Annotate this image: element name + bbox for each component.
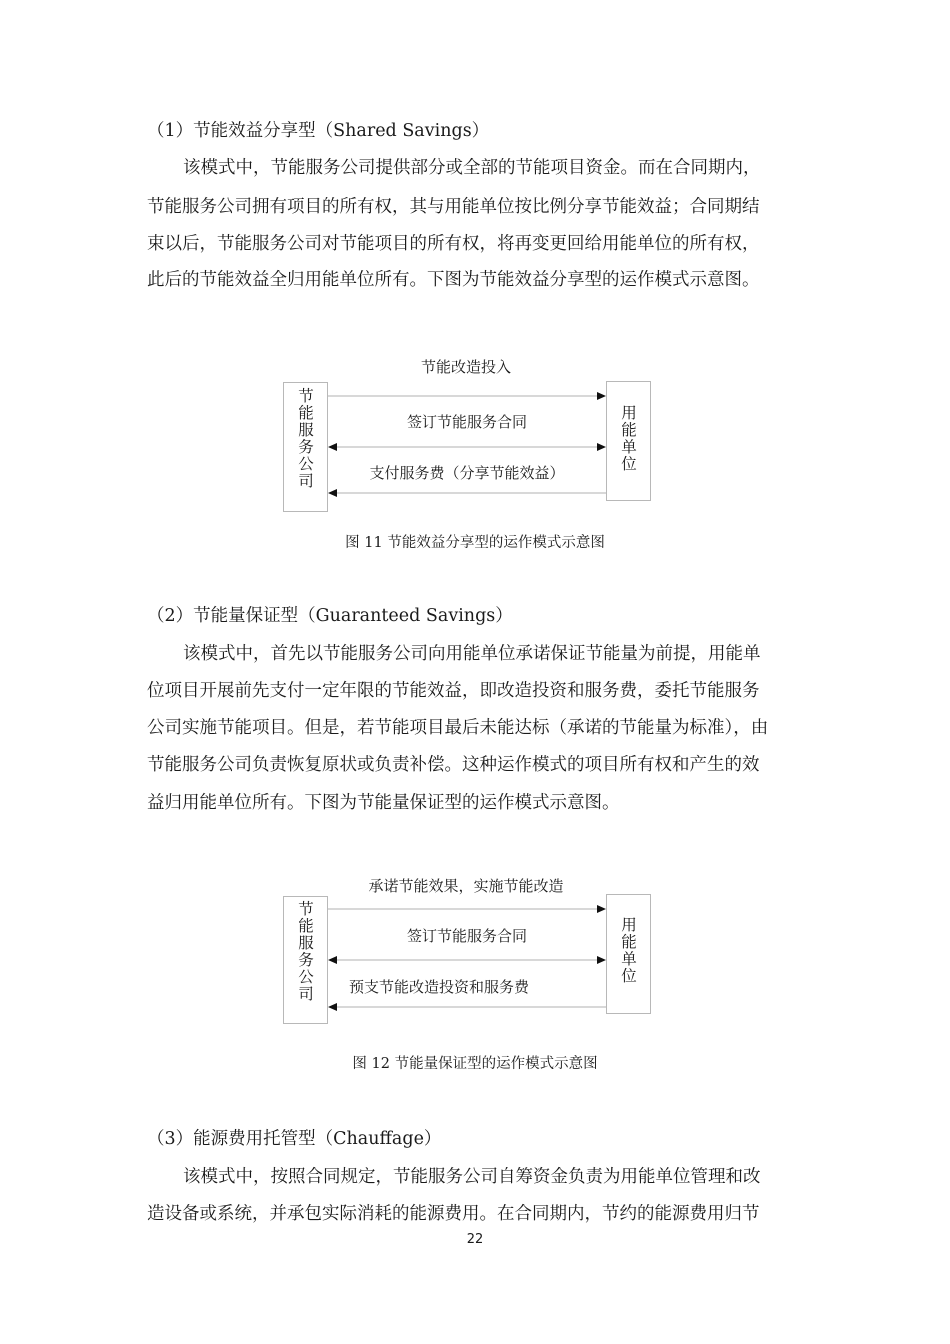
paragraph-line: 位项目开展前先支付一定年限的节能效益，即改造投资和服务费，委托节能服务 (147, 681, 760, 701)
arrow-right-head (597, 443, 606, 451)
page-number: 22 (466, 1232, 484, 1247)
box-label: 节 能 服 务 公 司 (298, 387, 314, 490)
paragraph-line: 该模式中，按照合同规定，节能服务公司自筹资金负责为用能单位管理和改 (183, 1167, 761, 1187)
paragraph-line: 该模式中，首先以节能服务公司向用能单位承诺保证节能量为前提，用能单 (183, 644, 761, 664)
arrow-left-head (328, 489, 337, 497)
paragraph-line: 束以后，节能服务公司对节能项目的所有权，将再变更回给用能单位的所有权， (147, 234, 760, 254)
figure11-diagram (280, 358, 652, 493)
paragraph-line: 造设备或系统，并承包实际消耗的能源费用。在合同期内，节约的能源费用归节 (147, 1204, 760, 1224)
box-label: 用 能 单 位 (621, 404, 637, 473)
section2-heading: （2）节能量保证型（Guaranteed Savings） (147, 606, 513, 626)
paragraph-line: 此后的节能效益全归用能单位所有。下图为节能效益分享型的运作模式示意图。 (147, 270, 760, 290)
arrow-top-label: 承诺节能效果，实施节能改造 (368, 877, 564, 895)
arrow-left-head (328, 443, 337, 451)
figure12-diagram (280, 877, 652, 1012)
arrow-bottom-label: 支付服务费（分享节能效益） (369, 464, 565, 482)
paragraph-line: 益归用能单位所有。下图为节能量保证型的运作模式示意图。 (147, 793, 620, 813)
paragraph-line: 公司实施节能项目。但是，若节能项目最后未能达标（承诺的节能量为标准），由 (147, 718, 769, 738)
arrow-mid-label: 签订节能服务合同 (406, 927, 527, 945)
arrow-left-head (328, 956, 337, 964)
paragraph-line: 该模式中，节能服务公司提供部分或全部的节能项目资金。而在合同期内， (183, 158, 761, 178)
box-label: 用 能 单 位 (621, 916, 637, 985)
paragraph-line: 节能服务公司拥有项目的所有权，其与用能单位按比例分享节能效益；合同期结 (147, 197, 760, 217)
arrow-right-head (597, 392, 606, 400)
paragraph-line: 节能服务公司负责恢复原状或负责补偿。这种运作模式的项目所有权和产生的效 (147, 755, 760, 775)
arrow-bottom-label: 预支节能改造投资和服务费 (348, 978, 529, 996)
figure12-arrows (280, 877, 652, 1027)
arrow-right-head (597, 956, 606, 964)
section3-heading: （3）能源费用托管型（Chauffage） (147, 1129, 442, 1149)
section1-heading: （1）节能效益分享型（Shared Savings） (147, 121, 490, 141)
arrow-left-head (328, 1003, 337, 1011)
box-label: 节 能 服 务 公 司 (298, 900, 314, 1003)
arrow-top-label: 节能改造投入 (420, 358, 511, 376)
arrow-mid-label: 签订节能服务合同 (406, 413, 527, 431)
arrow-right-head (597, 905, 606, 913)
figure11-arrows (280, 358, 652, 518)
figure11-caption: 图 11 节能效益分享型的运作模式示意图 (345, 535, 605, 551)
figure12-caption: 图 12 节能量保证型的运作模式示意图 (352, 1056, 598, 1072)
